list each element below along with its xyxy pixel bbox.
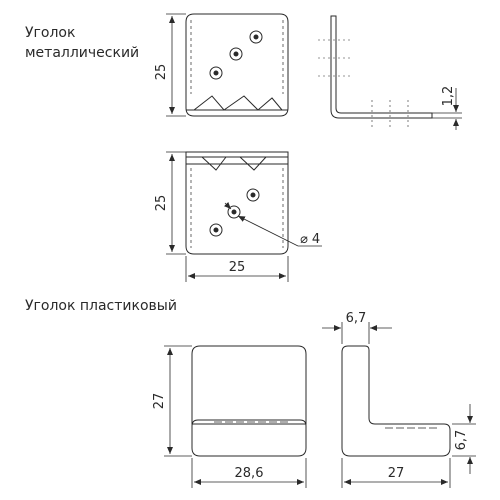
metal-hole-diameter-label: 4	[311, 232, 321, 247]
metal-corner-front-view	[186, 14, 288, 116]
plastic-side-width-label: 27	[387, 466, 405, 481]
plastic-front-height-dimension	[164, 346, 192, 456]
plastic-top-thickness-label: 6,7	[345, 311, 367, 326]
plastic-front-width-label: 28,6	[234, 466, 264, 481]
metal-front-height-label: 25	[154, 63, 169, 81]
metal-back-width-label: 25	[228, 260, 246, 275]
metal-corner-side-view	[318, 16, 432, 128]
plastic-front-height-label: 27	[152, 392, 167, 410]
metal-hole-diameter-symbol: ⌀	[300, 232, 308, 247]
metal-corner-title-line2: металлический	[25, 45, 140, 61]
metal-back-height-label: 25	[154, 194, 169, 212]
metal-front-height-dimension	[166, 14, 186, 116]
plastic-right-thickness-label: 6,7	[454, 429, 469, 451]
metal-thickness-label: 1,2	[441, 85, 456, 107]
plastic-corner-side-view	[342, 346, 450, 456]
plastic-corner-title: Уголок пластиковый	[25, 298, 177, 314]
metal-back-height-dimension	[166, 152, 186, 254]
metal-corner-title-line1: Уголок	[25, 25, 76, 41]
plastic-corner-front-view	[192, 346, 306, 456]
metal-corner-back-view	[186, 152, 288, 254]
